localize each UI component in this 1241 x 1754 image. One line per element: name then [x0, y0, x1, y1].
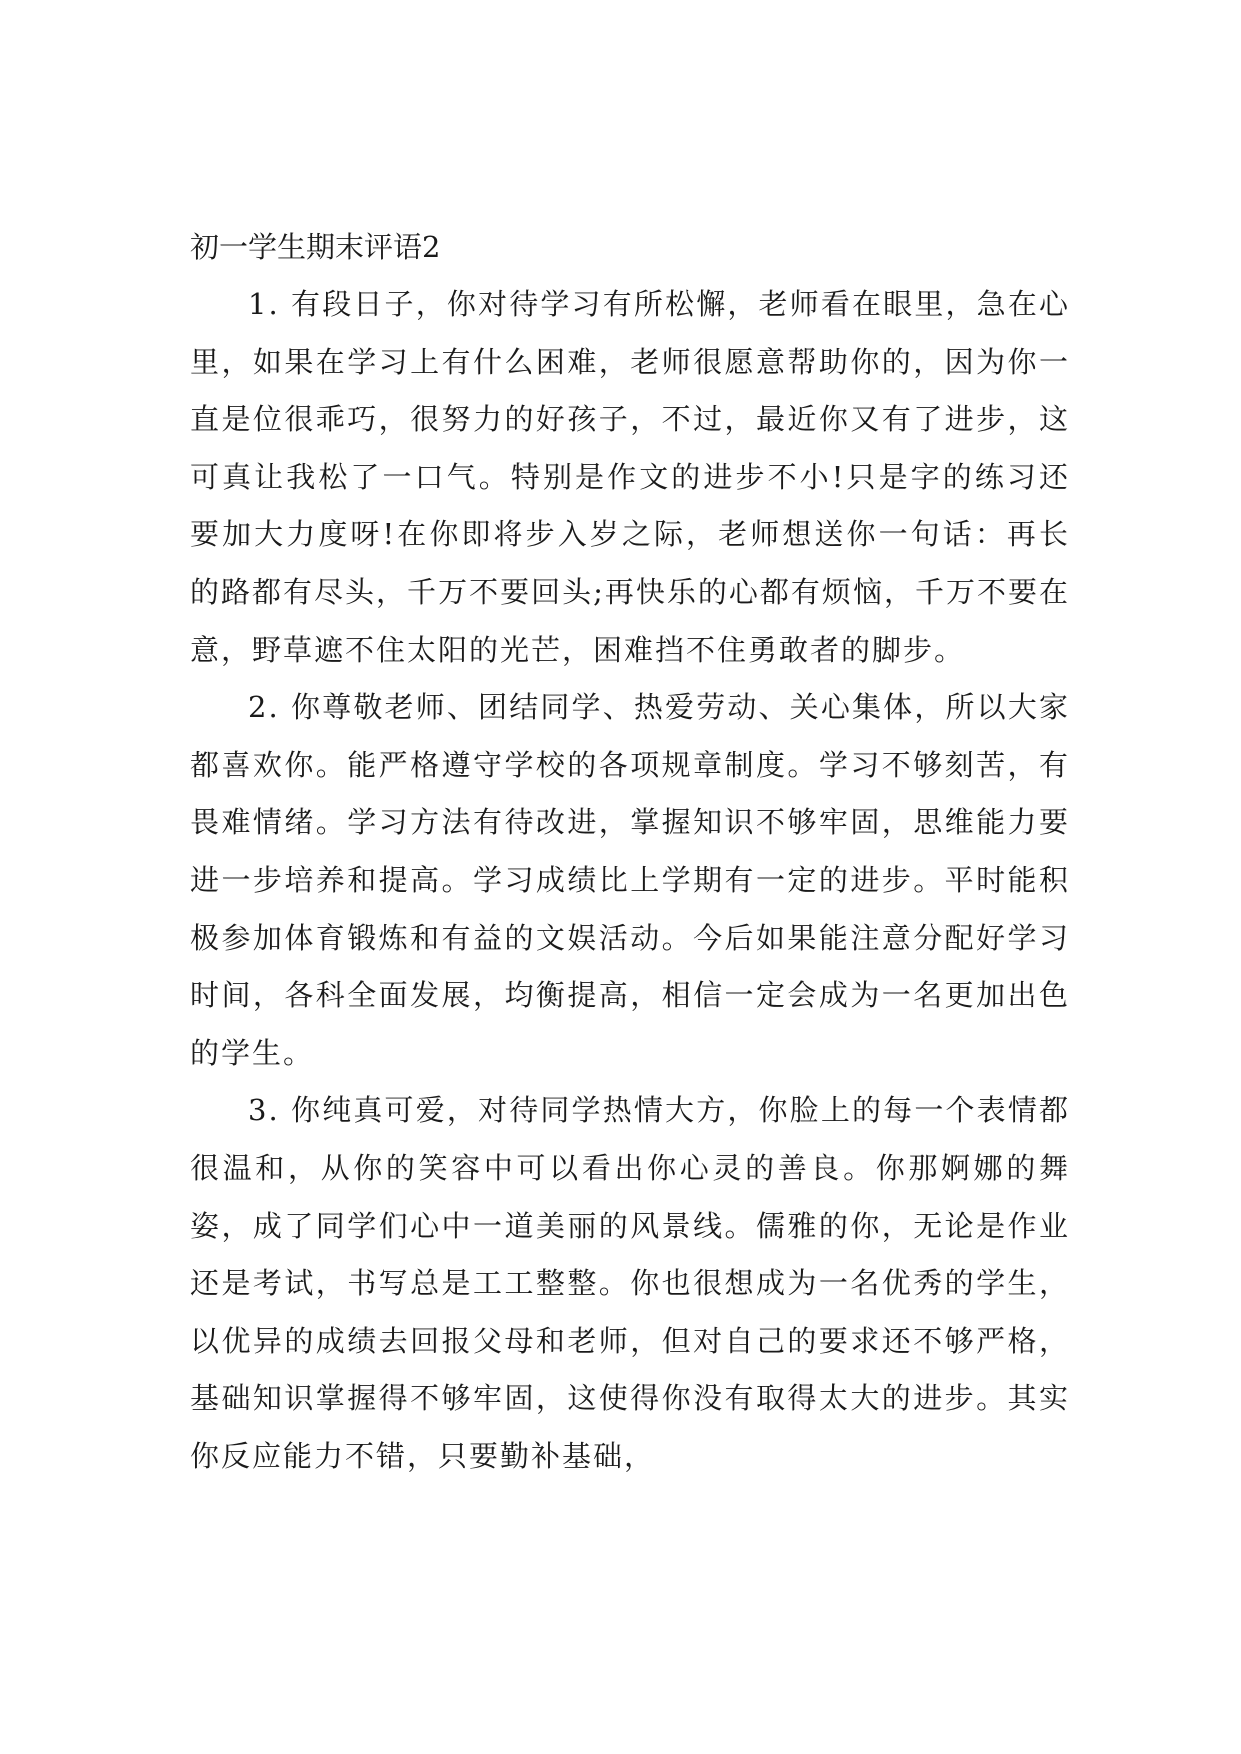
comment-paragraph-3: 3. 你纯真可爱，对待同学热情大方，你脸上的每一个表情都很温和，从你的笑容中可以看出你心灵的善良。你那婀娜的舞姿，成了同学们心中一道美丽的风景线。儒雅的你，无论是作业还是考试，书写总是工工整整。你也很想成为一名优秀的学生，以优异的成绩去回报父母和老师，但对自己的要求还不够严格，基础知识掌握得不够牢固，这使得你没有取得太大的进步。其实你反应能力不错，只要勤补基础， [190, 1093, 1070, 1473]
document-title: 初一学生期末评语2 [190, 230, 441, 264]
comment-paragraph-1: 1. 有段日子，你对待学习有所松懈，老师看在眼里，急在心里，如果在学习上有什么困难，老师很愿意帮助你的，因为你一直是位很乖巧，很努力的好孩子，不过，最近你又有了进步，这可真让我松了一口气。特别是作文的进步不小!只是字的练习还要加大力度呀!在你即将步入岁之际，老师想送你一句话：再长的路都有尽头，千万不要回头;再快乐的心都有烦恼，千万不要在意，野草遮不住太阳的光芒，困难挡不住勇敢者的脚步。 [190, 287, 1070, 667]
document-body [190, 218, 1070, 1485]
comment-paragraph-2: 2. 你尊敬老师、团结同学、热爱劳动、关心集体，所以大家都喜欢你。能严格遵守学校的各项规章制度。学习不够刻苦，有畏难情绪。学习方法有待改进，掌握知识不够牢固，思维能力要进一步培养和提高。学习成绩比上学期有一定的进步。平时能积极参加体育锻炼和有益的文娱活动。今后如果能注意分配好学习时间，各科全面发展，均衡提高，相信一定会成为一名更加出色的学生。 [190, 690, 1070, 1070]
